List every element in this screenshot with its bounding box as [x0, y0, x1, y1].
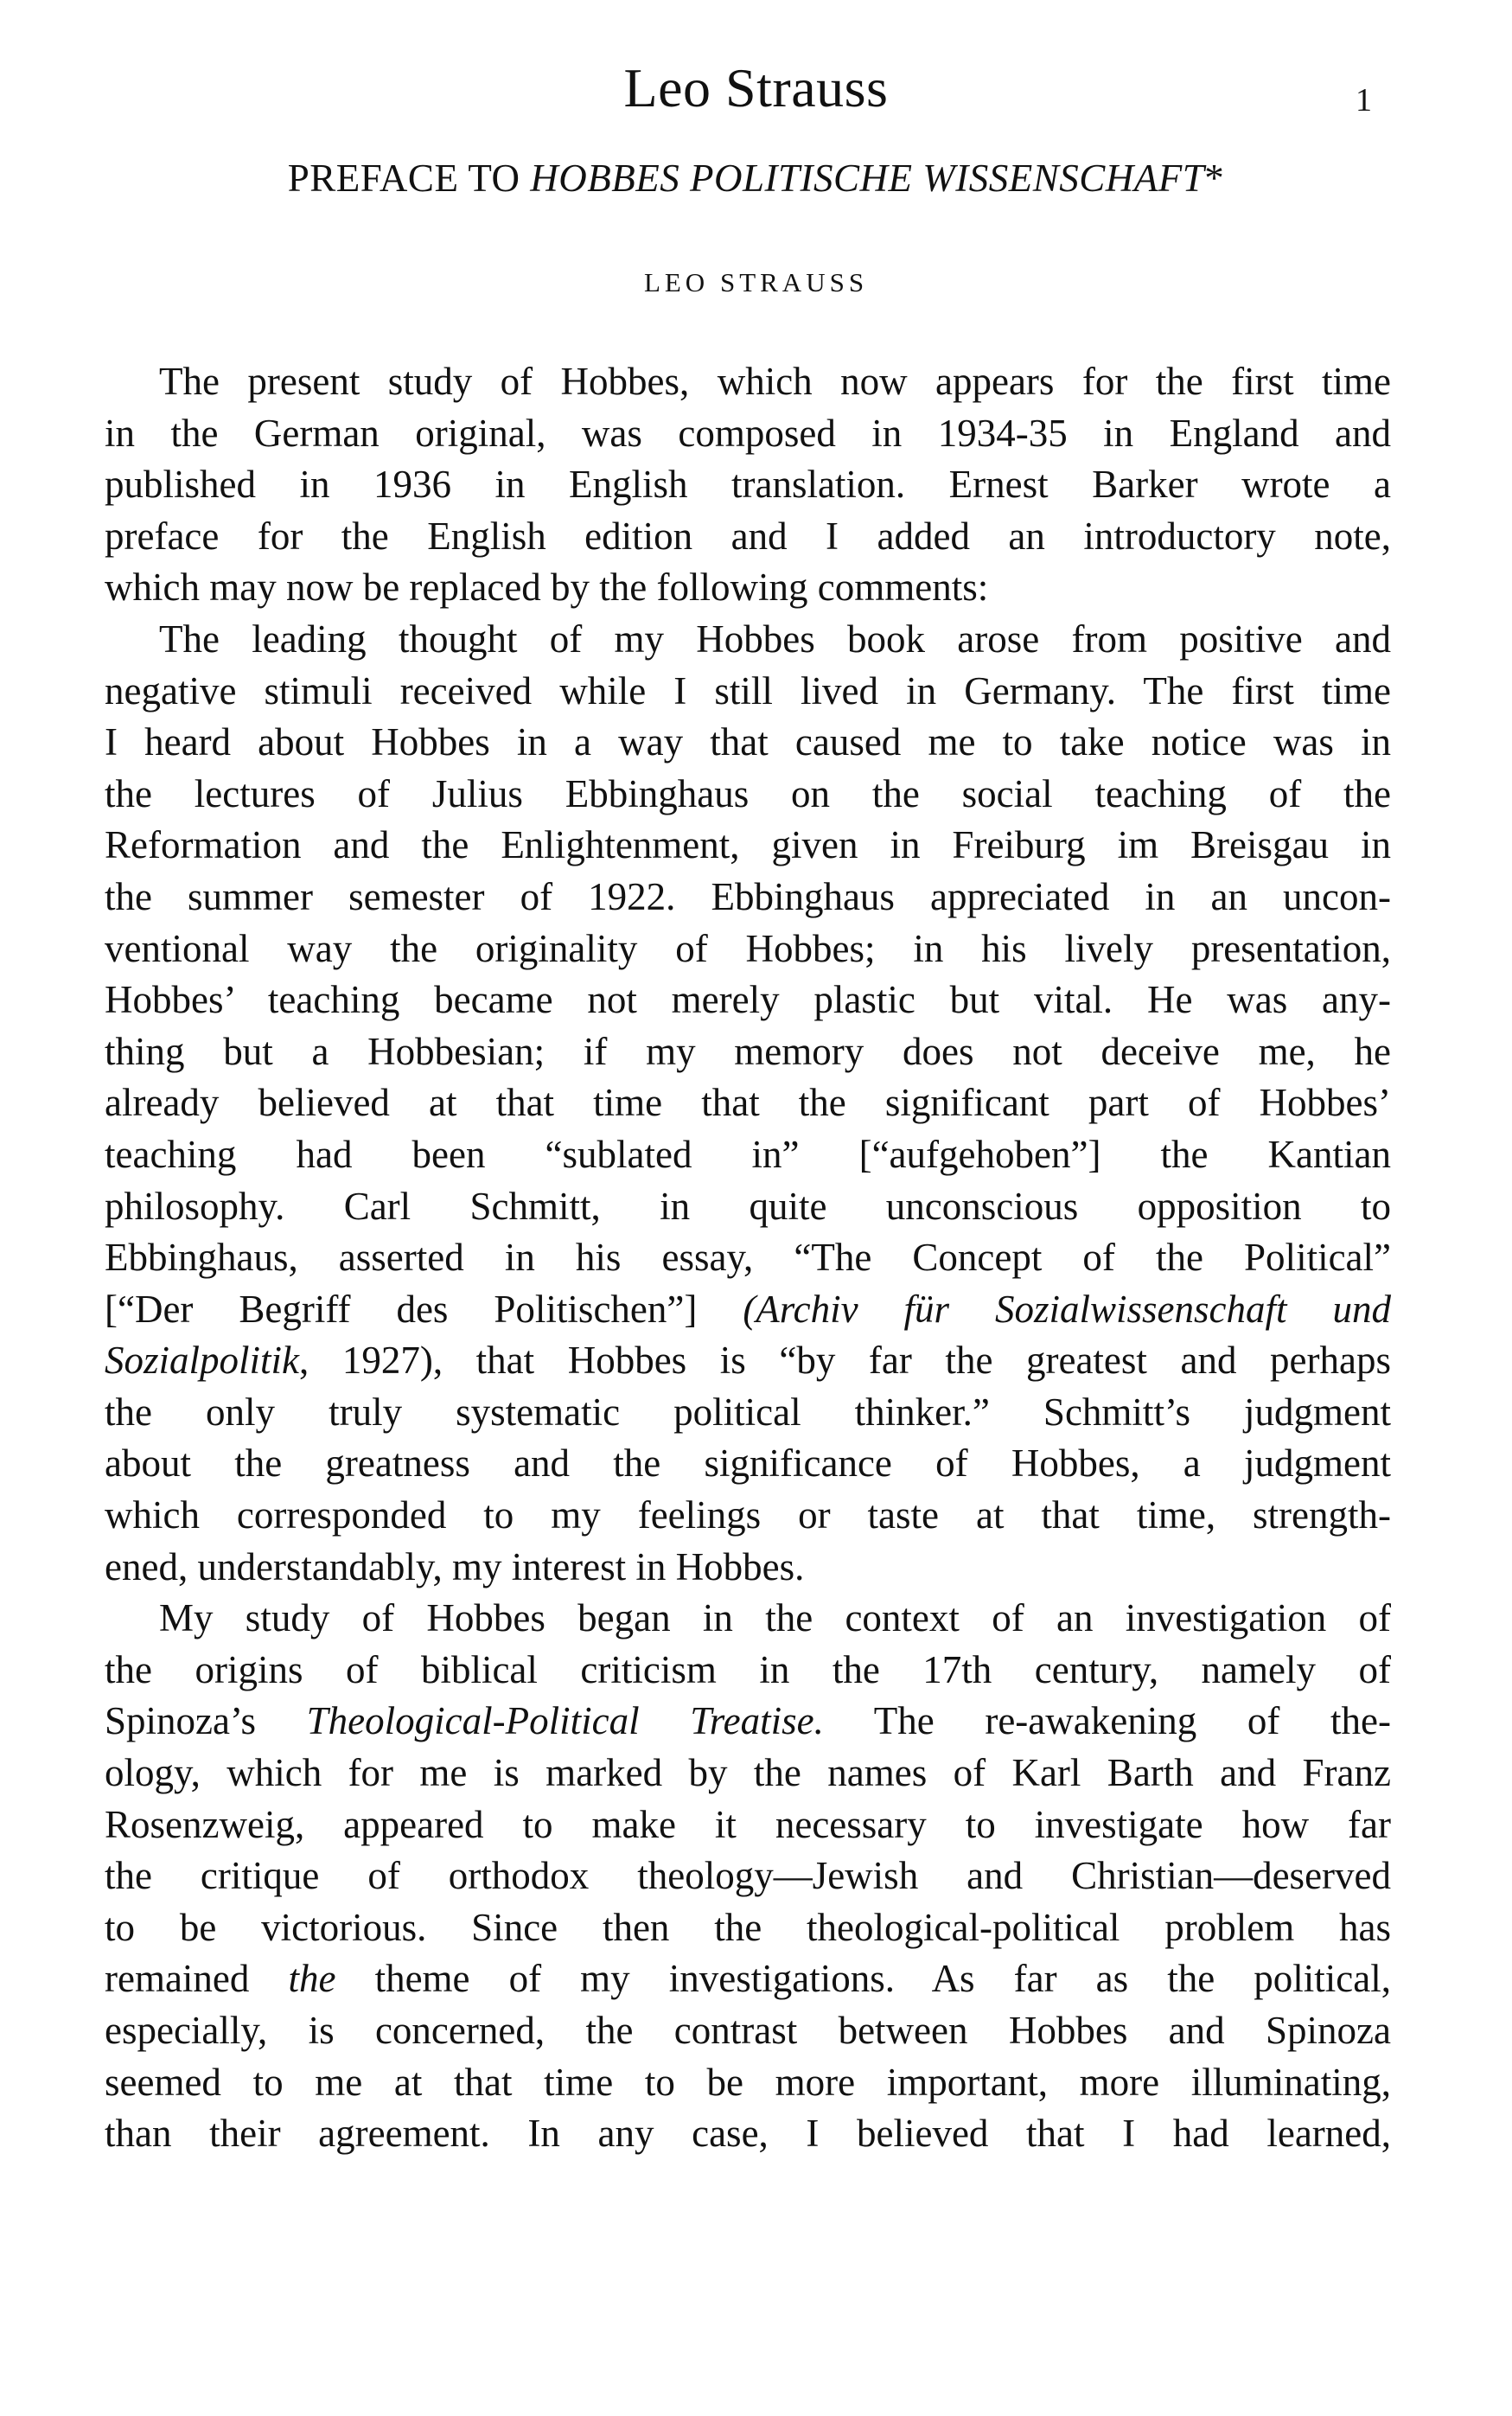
text-run: the lectures of Julius Ebbinghaus on the social teaching of the — [105, 771, 1391, 815]
text-run: The leading thought of my Hobbes book arose from positive and — [159, 617, 1391, 661]
text-line — [105, 1748, 1391, 1799]
text-run: thing but a Hobbesian; if my memory does not deceive me, he — [105, 1029, 1391, 1073]
paragraph — [105, 614, 1391, 1593]
text-run: ventional way the originality of Hobbes; in his lively presentation, — [105, 926, 1391, 970]
text-run: to be victorious. Since then the theological-political problem has — [105, 1905, 1391, 1949]
text-run: teaching had been “sublated in” [“aufgehoben”] the Kantian — [105, 1132, 1391, 1176]
text-run: [“Der Begriff des Politischen”] — [105, 1287, 743, 1331]
italic-text: Theological-Political Treatise. — [306, 1699, 824, 1743]
text-line — [105, 1026, 1391, 1078]
text-run: The present study of Hobbes, which now appears for the first time — [159, 360, 1391, 403]
paragraph — [105, 356, 1391, 614]
title-italic: HOBBES POLITISCHE WISSENSCHAFT — [530, 157, 1205, 200]
italic-text: Sozialpolitik — [105, 1339, 299, 1383]
text-line — [105, 614, 1391, 666]
text-run: the critique of orthodox theology—Jewish and Christian—deserved — [105, 1854, 1391, 1898]
text-run: remained — [105, 1957, 289, 2001]
title-prefix: PREFACE TO — [287, 157, 531, 200]
text-line — [105, 1542, 1391, 1594]
text-line — [105, 408, 1391, 460]
text-run: which may now be replaced by the following comments: — [105, 566, 989, 610]
text-run: philosophy. Carl Schmitt, in quite unconscious opposition to — [105, 1184, 1391, 1228]
text-run: , 1927), that Hobbes is “by far the greatest and perhaps — [299, 1339, 1391, 1383]
text-line — [105, 872, 1391, 924]
text-line — [105, 717, 1391, 769]
paragraph — [105, 1593, 1391, 2160]
text-run: The re-awakening of the- — [823, 1699, 1391, 1743]
text-run: already believed at that time that the significant part of Hobbes’ — [105, 1081, 1391, 1125]
text-run: My study of Hobbes began in the context of an investigation of — [159, 1596, 1391, 1640]
text-line — [105, 1181, 1391, 1233]
text-line — [105, 1232, 1391, 1284]
text-line — [105, 562, 1391, 614]
text-line — [105, 1593, 1391, 1645]
italic-text: (Archiv für Sozialwissenschaft und — [743, 1287, 1391, 1331]
text-run: I heard about Hobbes in a way that caused me to take notice was in — [105, 720, 1391, 764]
text-line — [105, 1902, 1391, 1954]
text-run: than their agreement. In any case, I believed that I had learned, — [105, 2112, 1391, 2156]
text-line — [105, 356, 1391, 408]
text-line — [105, 666, 1391, 718]
text-line — [105, 1284, 1391, 1336]
text-run: especially, is concerned, the contrast between Hobbes and Spinoza — [105, 2009, 1391, 2052]
text-line — [105, 975, 1391, 1026]
text-run: preface for the English edition and I added an introductory note, — [105, 514, 1391, 558]
running-head: Leo Strauss — [623, 57, 889, 118]
text-run: Reformation and the Enlightenment, given in Freiburg im Breisgau in — [105, 823, 1391, 867]
text-line — [105, 2005, 1391, 2057]
text-line — [105, 1645, 1391, 1697]
text-line — [105, 1387, 1391, 1439]
text-run: theme of my investigations. As far as the political, — [335, 1957, 1391, 2001]
text-line — [105, 1799, 1391, 1851]
text-run: in the German original, was composed in 1934-35 in England and — [105, 411, 1391, 455]
text-run: which corresponded to my feelings or taste at that time, strength- — [105, 1493, 1391, 1537]
text-line — [105, 1953, 1391, 2005]
text-line — [105, 1438, 1391, 1490]
text-line — [105, 924, 1391, 975]
article-author: LEO STRAUSS — [643, 267, 869, 297]
text-line — [105, 2057, 1391, 2109]
text-run: the summer semester of 1922. Ebbinghaus appreciated in an uncon- — [105, 874, 1391, 918]
text-run: Hobbes’ teaching became not merely plastic but vital. He was any- — [105, 978, 1391, 1022]
text-run: Spinoza’s — [105, 1699, 307, 1743]
text-line — [105, 511, 1391, 563]
text-line — [105, 769, 1391, 821]
text-line — [105, 1490, 1391, 1542]
text-run: published in 1936 in English translation. Ernest Barker wrote a — [105, 463, 1391, 507]
text-run: the origins of biblical criticism in the 17th century, namely of — [105, 1647, 1391, 1691]
body-text — [105, 356, 1391, 2160]
text-run: Rosenzweig, appeared to make it necessary to investigate how far — [105, 1802, 1391, 1846]
text-line — [105, 1335, 1391, 1387]
text-run: seemed to me at that time to be more important, more illuminating, — [105, 2060, 1391, 2104]
italic-text: the — [288, 1957, 336, 2001]
text-line — [105, 820, 1391, 872]
text-line — [105, 459, 1391, 511]
text-run: ened, understandably, my interest in Hobbes. — [105, 1544, 805, 1588]
text-run: about the greatness and the significance of Hobbes, a judgment — [105, 1441, 1391, 1486]
page-number: 1 — [1356, 82, 1372, 118]
text-line — [105, 1850, 1391, 1902]
text-run: negative stimuli received while I still lived in Germany. The first time — [105, 668, 1391, 713]
text-run: the only truly systematic political thinker.” Schmitt’s judgment — [105, 1390, 1391, 1434]
text-line — [105, 1696, 1391, 1748]
text-run: Ebbinghaus, asserted in his essay, “The Concept of the Political” — [105, 1236, 1391, 1280]
text-line — [105, 1129, 1391, 1181]
text-line — [105, 1077, 1391, 1129]
text-line — [105, 2108, 1391, 2160]
title-footnote-mark: * — [1204, 157, 1225, 200]
text-run: ology, which for me is marked by the names of Karl Barth and Franz — [105, 1751, 1391, 1795]
article-title — [0, 152, 1512, 204]
